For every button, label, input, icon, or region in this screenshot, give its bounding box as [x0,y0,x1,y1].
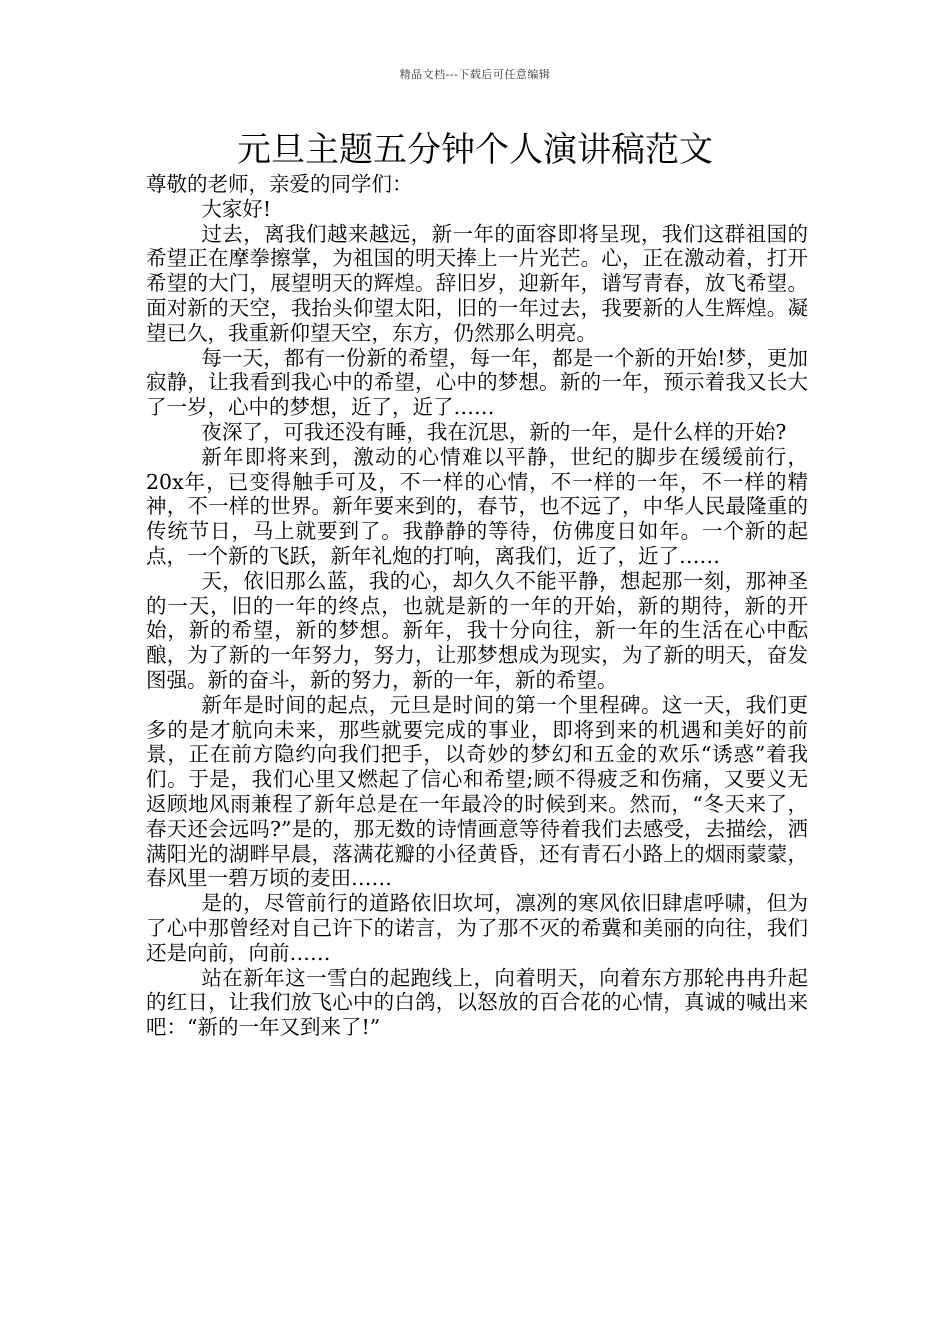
document-body [146,172,808,1040]
paragraph-closing: 站在新年这一雪白的起跑线上，向着明天，向着东方那轮冉冉升起的红日，让我们放飞心中的白鸽，以怒放的百合花的心情，真诚的喊出来吧：“新的一年又到来了!” [146,965,808,1040]
salutation: 尊敬的老师，亲爱的同学们： [146,172,413,196]
paragraph: 新年即将来到，激动的心情难以平静，世纪的脚步在缓缓前行，20x年，已变得触手可及，不一样的心情，不一样的一年，不一样的精神，不一样的世界。新年要来到的，春节，也不远了，中华人民最隆重的传统节日，马上就要到了。我静静的等待，仿佛度日如年。一个新的起点，一个新的飞跃，新年礼炮的打响，离我们，近了，近了…… [146,444,808,568]
paragraph: 新年是时间的起点，元旦是时间的第一个里程碑。这一天，我们更多的是才航向未来，那些就要完成的事业，即将到来的机遇和美好的前景，正在前方隐约向我们把手，以奇妙的梦幻和五金的欢乐“诱惑”着我们。于是，我们心里又燃起了信心和希望;顾不得疲乏和伤痛，又要义无返顾地风雨兼程了新年总是在一年最冷的时候到来。然而，“冬天来了，春天还会远吗?”是的，那无数的诗情画意等待着我们去感受，去描绘，洒满阳光的湖畔早晨，落满花瓣的小径黄昏，还有青石小路上的烟雨蒙蒙，春风里一碧万顷的麦田…… [146,692,808,891]
page-header-note: 精品文档---下载后可任意编辑 [399,68,551,81]
paragraph: 天，依旧那么蓝，我的心，却久久不能平静，想起那一刻，那神圣的一天，旧的一年的终点，也就是新的一年的开始，新的期待，新的开始，新的希望，新的梦想。新年，我十分向往，新一年的生活在心中酝酿，为了新的一年努力，努力，让那梦想成为现实，为了新的明天，奋发图强。新的奋斗，新的努力，新的一年，新的希望。 [146,568,808,692]
paragraph: 每一天，都有一份新的希望，每一年，都是一个新的开始!梦，更加寂静，让我看到我心中的希望，心中的梦想。新的一年，预示着我又长大了一岁，心中的梦想，近了，近了…… [146,345,808,420]
document-title: 元旦主题五分钟个人演讲稿范文 [237,130,713,170]
paragraph: 夜深了，可我还没有睡，我在沉思，新的一年，是什么样的开始? [201,419,787,444]
paragraph: 是的，尽管前行的道路依旧坎坷，凛冽的寒风依旧肆虐呼啸，但为了心中那曾经对自己许下的诺言，为了那不灭的希冀和美丽的向往，我们还是向前，向前…… [146,891,808,965]
paragraph-greeting: 大家好! [201,196,272,221]
paragraph: 过去，离我们越来越远，新一年的面容即将呈现，我们这群祖国的希望正在摩拳擦掌，为祖国的明天捧上一片光芒。心，正在激动着，打开希望的大门，展望明天的辉煌。辞旧岁，迎新年，谱写青春，放飞希望。面对新的天空，我抬头仰望太阳，旧的一年过去，我要新的人生辉煌。凝望已久，我重新仰望天空，东方，仍然那么明亮。 [146,221,808,345]
